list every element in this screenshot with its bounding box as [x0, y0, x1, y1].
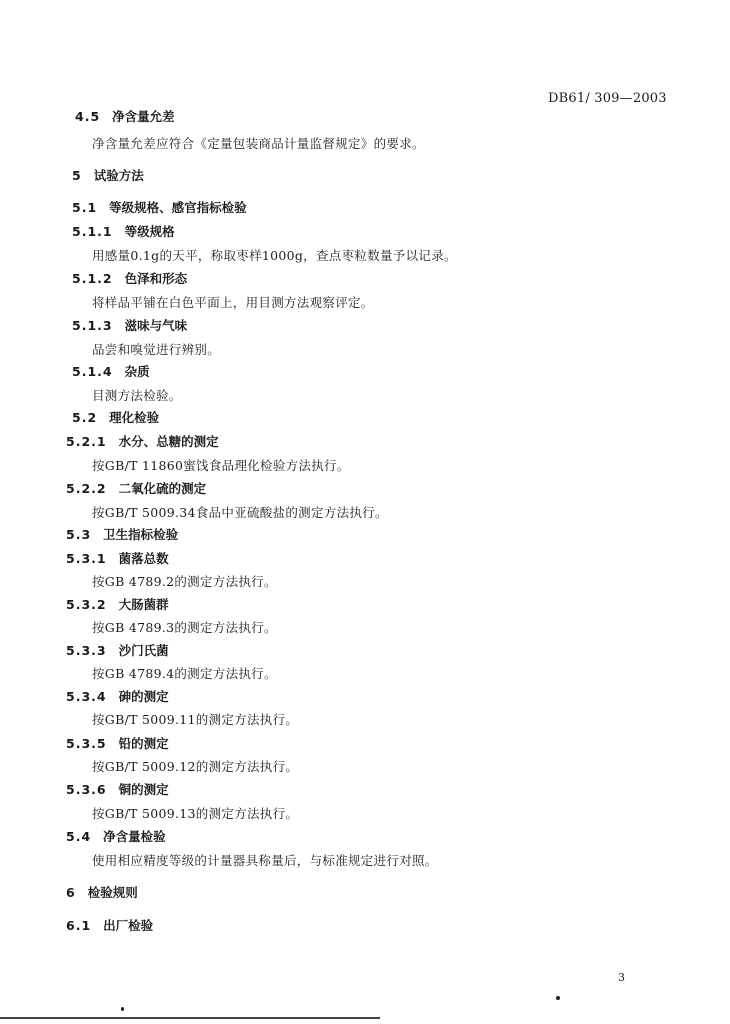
paragraph-text: 按GB/T 5009.12的测定方法执行。: [92, 759, 299, 774]
section-heading: [72, 168, 144, 184]
section-heading: [66, 689, 169, 705]
section-heading: [66, 643, 169, 659]
paragraph-text: 净含量允差应符合《定量包装商品计量监督规定》的要求。: [92, 136, 425, 151]
section-number: 5.4: [66, 829, 92, 844]
section-heading: [72, 318, 187, 334]
section-heading: [66, 918, 153, 934]
section-heading: [66, 481, 206, 497]
paragraph-text: 将样品平铺在白色平面上，用目测方法观察评定。: [92, 295, 374, 310]
paragraph-text: 品尝和嗅觉进行辨别。: [92, 342, 221, 357]
section-heading: [75, 109, 175, 125]
section-heading: [66, 434, 219, 450]
section-heading: [72, 364, 150, 380]
section-number: 4.5: [75, 109, 101, 124]
section-number: 5.3: [66, 527, 92, 542]
document-code: DB61/ 309—2003: [548, 91, 667, 106]
section-number: 5.3.4: [66, 689, 107, 704]
section-number: 5.1.1: [72, 224, 113, 239]
paragraph-text: 按GB 4789.2的测定方法执行。: [92, 574, 277, 589]
paragraph-text: 按GB/T 5009.13的测定方法执行。: [92, 806, 299, 821]
section-title: 水分、总糖的测定: [118, 434, 219, 449]
paragraph-text: 按GB 4789.3的测定方法执行。: [92, 620, 277, 635]
section-title: 铅的测定: [118, 736, 169, 751]
section-title: 砷的测定: [118, 689, 169, 704]
section-heading: [72, 410, 159, 426]
section-heading: [66, 736, 169, 752]
section-title: 出厂检验: [103, 918, 154, 933]
section-title: 菌落总数: [118, 551, 169, 566]
section-heading: [66, 597, 169, 613]
paragraph-text: 使用相应精度等级的计量器具称量后，与标准规定进行对照。: [92, 853, 438, 868]
section-title: 理化检验: [109, 410, 160, 425]
section-title: 二氧化硫的测定: [118, 481, 207, 496]
section-title: 净含量允差: [112, 109, 175, 124]
paragraph-text: 按GB 4789.4的测定方法执行。: [92, 666, 277, 681]
section-number: 5.3.1: [66, 551, 107, 566]
section-title: 大肠菌群: [118, 597, 169, 612]
section-title: 色泽和形态: [124, 271, 188, 286]
section-number: 6.1: [66, 918, 92, 933]
section-number: 5.3.6: [66, 782, 107, 797]
paragraph-text: 按GB/T 5009.34食品中亚硫酸盐的测定方法执行。: [92, 505, 388, 520]
section-heading: [72, 200, 247, 216]
section-number: 6: [66, 885, 76, 900]
section-number: 5: [72, 168, 82, 183]
section-heading: [66, 551, 169, 567]
section-title: 铜的测定: [118, 782, 169, 797]
section-number: 5.1: [72, 200, 98, 215]
section-number: 5.1.2: [72, 271, 113, 286]
section-number: 5.3.3: [66, 643, 107, 658]
section-number: 5.3.2: [66, 597, 107, 612]
section-number: 5.1.4: [72, 364, 113, 379]
section-title: 卫生指标检验: [103, 527, 179, 542]
section-number: 5.1.3: [72, 318, 113, 333]
section-title: 杂质: [124, 364, 150, 379]
scan-speck: [556, 996, 560, 1000]
section-heading: [72, 224, 175, 240]
section-number: 5.3.5: [66, 736, 107, 751]
scan-speck: [121, 1007, 124, 1011]
section-title: 试验方法: [93, 168, 144, 183]
paragraph-text: 按GB/T 5009.11的测定方法执行。: [92, 712, 299, 727]
section-number: 5.2.1: [66, 434, 107, 449]
section-heading: [66, 782, 169, 798]
section-title: 滋味与气味: [124, 318, 188, 333]
section-title: 沙门氏菌: [118, 643, 169, 658]
paragraph-text: 用感量0.1g的天平，称取枣样1000g，查点枣粒数量予以记录。: [92, 248, 457, 263]
section-heading: [66, 829, 166, 845]
section-title: 检验规则: [87, 885, 138, 900]
scan-edge-line: [0, 1017, 380, 1019]
section-heading: [66, 527, 178, 543]
section-number: 5.2: [72, 410, 98, 425]
paragraph-text: 目测方法检验。: [92, 388, 182, 403]
section-title: 净含量检验: [103, 829, 166, 844]
section-number: 5.2.2: [66, 481, 107, 496]
paragraph-text: 按GB/T 11860蜜饯食品理化检验方法执行。: [92, 458, 350, 473]
section-title: 等级规格、感官指标检验: [109, 200, 247, 215]
page-number: 3: [618, 971, 625, 984]
section-heading: [72, 271, 187, 287]
section-title: 等级规格: [124, 224, 175, 239]
section-heading: [66, 885, 138, 901]
